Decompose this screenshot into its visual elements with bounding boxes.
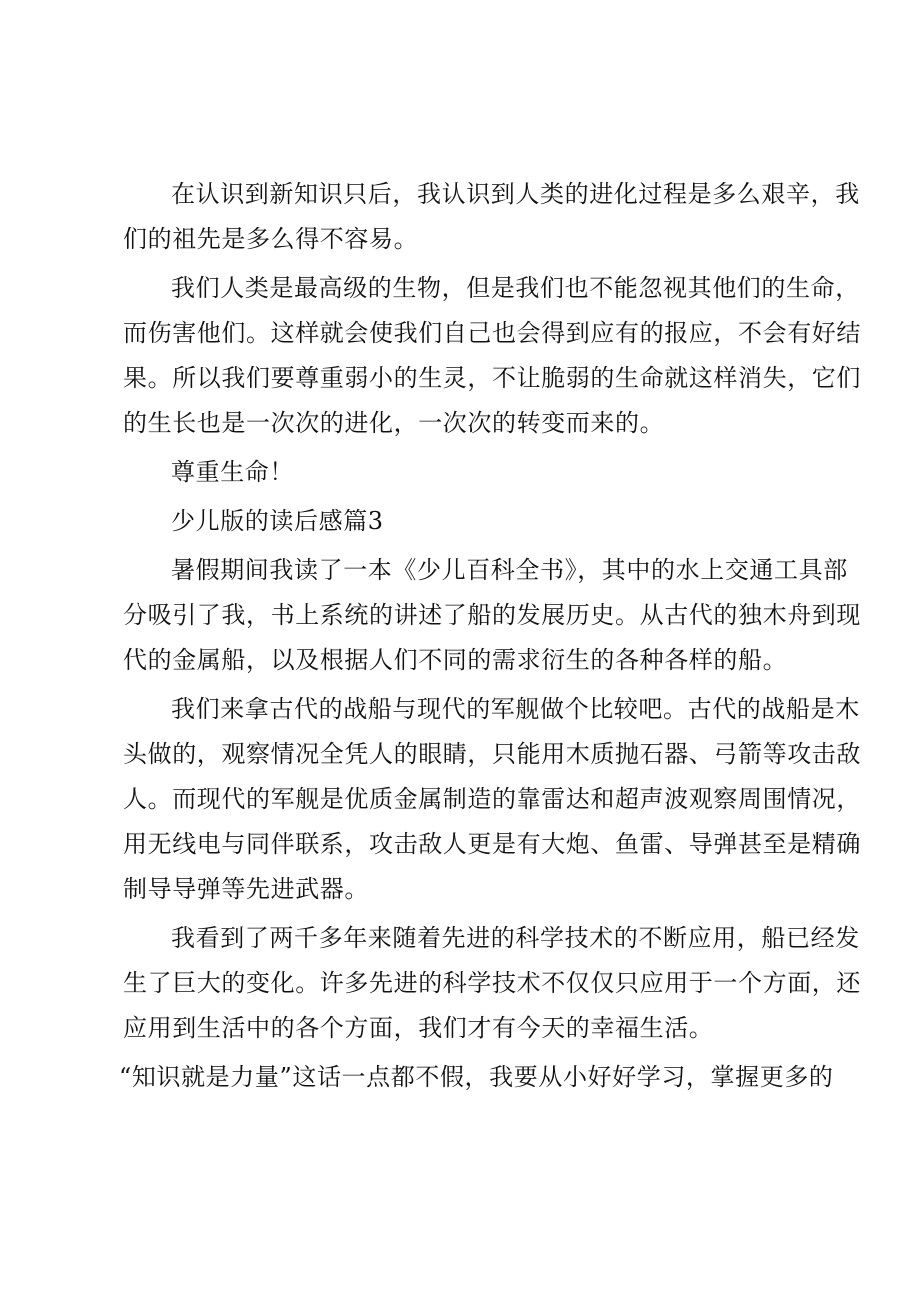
text-line: 分吸引了我，书上系统的讲述了船的发展历史。从古代的独木舟到现: [123, 601, 861, 629]
text-line: 而伤害他们。这样就会使我们自己也会得到应有的报应，不会有好结: [123, 319, 861, 347]
text-line: 我们来拿古代的战船与现代的军舰做个比较吧。古代的战船是木: [171, 695, 860, 723]
heading-line: 少儿版的读后感篇3: [171, 507, 384, 535]
document-body: [119, 172, 861, 1100]
paragraph-3: [123, 450, 823, 495]
paragraph-7: [123, 916, 861, 1051]
text-line: 暑假期间我读了一本《少儿百科全书》，其中的水上交通工具部: [171, 556, 848, 584]
text-line: 果。所以我们要尊重弱小的生灵，不让脆弱的生命就这样消失，它们: [123, 364, 861, 392]
paragraph-8: [119, 1055, 834, 1100]
text-line: 在认识到新知识只后，我认识到人类的进化过程是多么艰辛，我: [171, 180, 860, 208]
section-heading: [123, 499, 823, 544]
paragraph-1: [123, 172, 860, 262]
text-line: “知识就是力量”这话一点都不假，我要从小好好学习，掌握更多的: [119, 1063, 834, 1091]
paragraph-2: [123, 266, 861, 446]
text-line: 的生长也是一次次的进化，一次次的转变而来的。: [123, 409, 665, 437]
text-line: 我们人类是最高级的生物，但是我们也不能忽视其他们的生命，: [171, 274, 860, 302]
text-line: 们的祖先是多么得不容易。: [123, 225, 419, 253]
text-line: 人。而现代的军舰是优质金属制造的靠雷达和超声波观察周围情况，: [123, 785, 861, 813]
text-line: 头做的，观察情况全凭人的眼睛，只能用木质抛石器、弓箭等攻击敌: [123, 740, 861, 768]
text-line: 代的金属船，以及根据人们不同的需求衍生的各种各样的船。: [123, 646, 788, 674]
paragraph-5: [123, 548, 861, 683]
text-line: 生了巨大的变化。许多先进的科学技术不仅仅只应用于一个方面，还: [123, 969, 861, 997]
paragraph-6: [123, 687, 861, 912]
text-line: 制导导弹等先进武器。: [123, 875, 369, 903]
text-line: 我看到了两千多年来随着先进的科学技术的不断应用，船已经发: [171, 924, 860, 952]
text-line: 应用到生活中的各个方面，我们才有今天的幸福生活。: [123, 1014, 714, 1042]
text-line: 用无线电与同伴联系，攻击敌人更是有大炮、鱼雷、导弹甚至是精确: [123, 830, 861, 858]
text-line: 尊重生命！: [171, 458, 294, 486]
